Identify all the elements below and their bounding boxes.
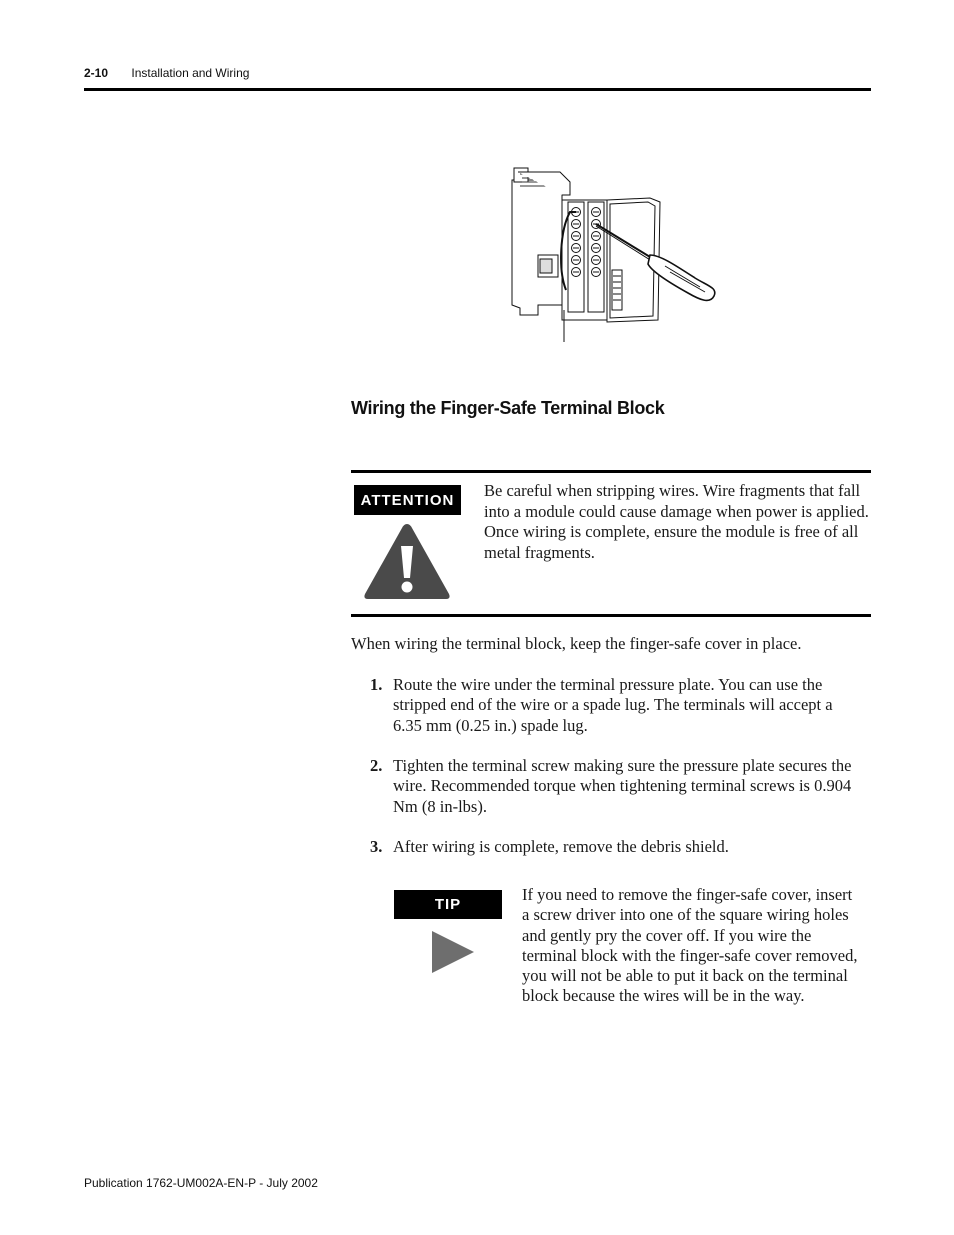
header-section-title: Installation and Wiring [131, 66, 250, 80]
step-number: 1. [370, 675, 383, 694]
page-header [84, 66, 871, 80]
step-text: Route the wire under the terminal pressure plate. You can use the stripped end of the wire or a spade lug. The terminals will accept a 6.35 mm (0.25 in.) spade lug. [393, 675, 833, 735]
tip-text: If you need to remove the finger-safe cover, insert a screw driver into one of the square wiring holes and gently pry the cover off. If you wire the terminal block with the finger-safe cover removed, you will not be able to put it back on the terminal block because the wires will be in the way. [522, 885, 858, 1006]
step-text: Tighten the terminal screw making sure the pressure plate secures the wire. Recommended torque when tightening terminal screws is 0.904 Nm (8 in-lbs). [393, 756, 852, 816]
step-text: After wiring is complete, remove the debris shield. [393, 837, 729, 856]
warning-triangle-icon [362, 520, 452, 602]
header-rule [84, 88, 871, 91]
attention-top-rule [351, 470, 871, 473]
page-footer: Publication 1762-UM002A-EN-P - July 2002 [84, 1176, 318, 1190]
step-number: 2. [370, 756, 383, 775]
step-number: 3. [370, 837, 383, 856]
play-arrow-icon [431, 930, 475, 974]
attention-text: Be careful when stripping wires. Wire fragments that fall into a module could cause damage when power is applied. Once wiring is complete, ensure the module is free of all metal fragments. [484, 481, 869, 562]
terminal-block-wiring-illustration [500, 160, 730, 350]
attention-bottom-rule [351, 614, 871, 617]
section-title: Wiring the Finger-Safe Terminal Block [351, 398, 665, 418]
attention-label: ATTENTION [354, 485, 461, 515]
intro-paragraph: When wiring the terminal block, keep the finger-safe cover in place. [351, 634, 802, 653]
tip-label: TIP [394, 890, 502, 919]
page-number: 2-10 [84, 66, 109, 80]
